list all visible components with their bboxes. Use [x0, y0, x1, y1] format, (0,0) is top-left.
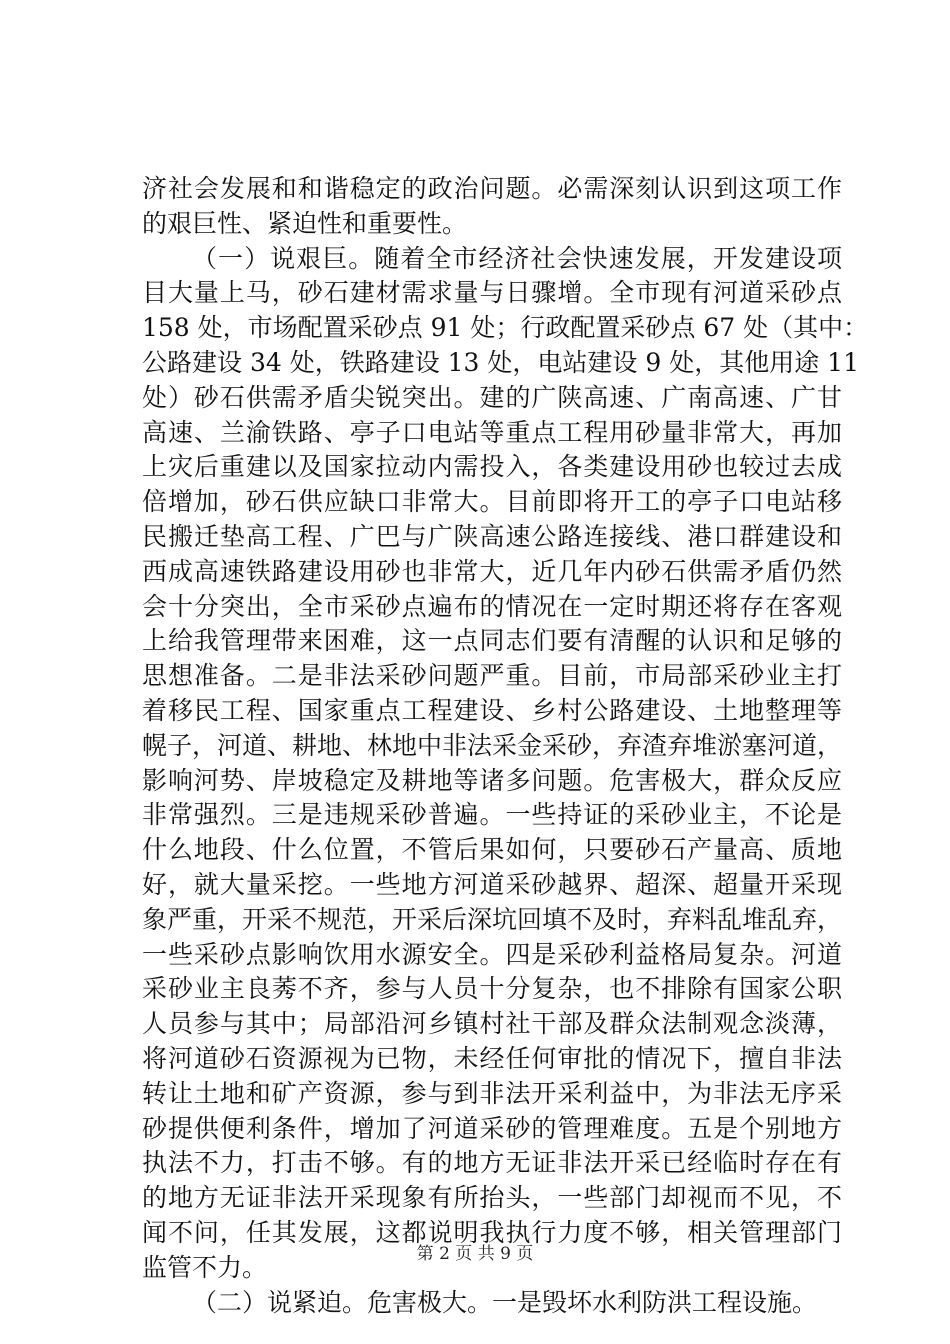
text-line: 上给我管理带来困难，这一点同志们要有清醒的认识和足够的	[142, 626, 842, 656]
text-line: 将河道砂石资源视为已物，未经任何审批的情况下，擅自非法	[142, 1043, 842, 1073]
text-line: 幌子，河道、耕地、林地中非法采金采砂，弃渣弃堆淤塞河道，	[142, 730, 843, 760]
text-line: 监管不力。	[142, 1252, 268, 1282]
text-line: 上灾后重建以及国家拉动内需投入，各类建设用砂也较过去成	[142, 452, 842, 482]
text-line: 的地方无证非法开采现象有所抬头，一些部门却视而不见，不	[142, 1183, 842, 1213]
text-line: 一些采砂点影响饮用水源安全。四是采砂利益格局复杂。河道	[142, 939, 842, 969]
text-line: 济社会发展和和谐稳定的政治问题。必需深刻认识到这项工作	[142, 174, 842, 203]
text-line: 西成高速铁路建设用砂也非常大，近几年内砂石供需矛盾仍然	[142, 556, 842, 586]
text-line: 采砂业主良莠不齐，参与人员十分复杂，也不排除有国家公职	[142, 974, 842, 1004]
page-number-footer: 第 2 页 共 9 页	[416, 1244, 534, 1264]
text-line: 非常强烈。三是违规采砂普遍。一些持证的采砂业主，不论是	[142, 800, 842, 830]
text-line: 处）砂石供需矛盾尖锐突出。建的广陕高速、广南高速、广甘	[142, 382, 842, 412]
text-line: 执法不力，打击不够。有的地方无证非法开采已经临时存在有	[142, 1148, 842, 1178]
text-line: 倍增加，砂石供应缺口非常大。目前即将开工的亭子口电站移	[142, 487, 842, 517]
paragraph-start-line: （二）说紧迫。危害极大。一是毁坏水利防洪工程设施。	[192, 1287, 818, 1317]
text-line: 着移民工程、国家重点工程建设、乡村公路建设、土地整理等	[142, 695, 842, 725]
text-line: 好，就大量采挖。一些地方河道采砂越界、超深、超量开采现	[142, 869, 842, 899]
body-text	[142, 172, 869, 1320]
text-line: 的艰巨性、紧迫性和重要性。	[142, 208, 468, 238]
paragraph-start-line: （一）说艰巨。随着全市经济社会快速发展，开发建设项	[192, 243, 842, 273]
text-line: 象严重，开采不规范，开采后深坑回填不及时，弃料乱堆乱弃，	[142, 904, 843, 934]
text-line: 高速、兰渝铁路、亭子口电站等重点工程用砂量非常大，再加	[142, 417, 842, 447]
text-line: 什么地段、什么位置，不管后果如何，只要砂石产量高、质地	[142, 835, 842, 865]
text-line: 影响河势、岸坡稳定及耕地等诸多问题。危害极大，群众反应	[142, 765, 842, 795]
text-line: 砂提供便利条件，增加了河道采砂的管理难度。五是个别地方	[142, 1113, 842, 1143]
text-line: 闻不问，任其发展，这都说明我执行力度不够，相关管理部门	[142, 1217, 842, 1247]
text-line: 158 处，市场配置采砂点 91 处；行政配置采砂点 67 处（其中：	[142, 313, 869, 343]
text-line: 目大量上马，砂石建材需求量与日骤增。全市现有河道采砂点	[142, 278, 842, 308]
text-line: 人员参与其中；局部沿河乡镇村社干部及群众法制观念淡薄，	[142, 1009, 842, 1039]
text-line: 思想准备。二是非法采砂问题严重。目前，市局部采砂业主打	[142, 661, 842, 691]
text-line: 转让土地和矿产资源，参与到非法开采利益中，为非法无序采	[142, 1078, 842, 1108]
text-line: 公路建设 34 处，铁路建设 13 处，电站建设 9 处，其他用途 11	[142, 347, 859, 377]
text-line: 会十分突出，全市采砂点遍布的情况在一定时期还将存在客观	[142, 591, 842, 621]
text-line: 民搬迁垫高工程、广巴与广陕高速公路连接线、港口群建设和	[142, 521, 842, 551]
